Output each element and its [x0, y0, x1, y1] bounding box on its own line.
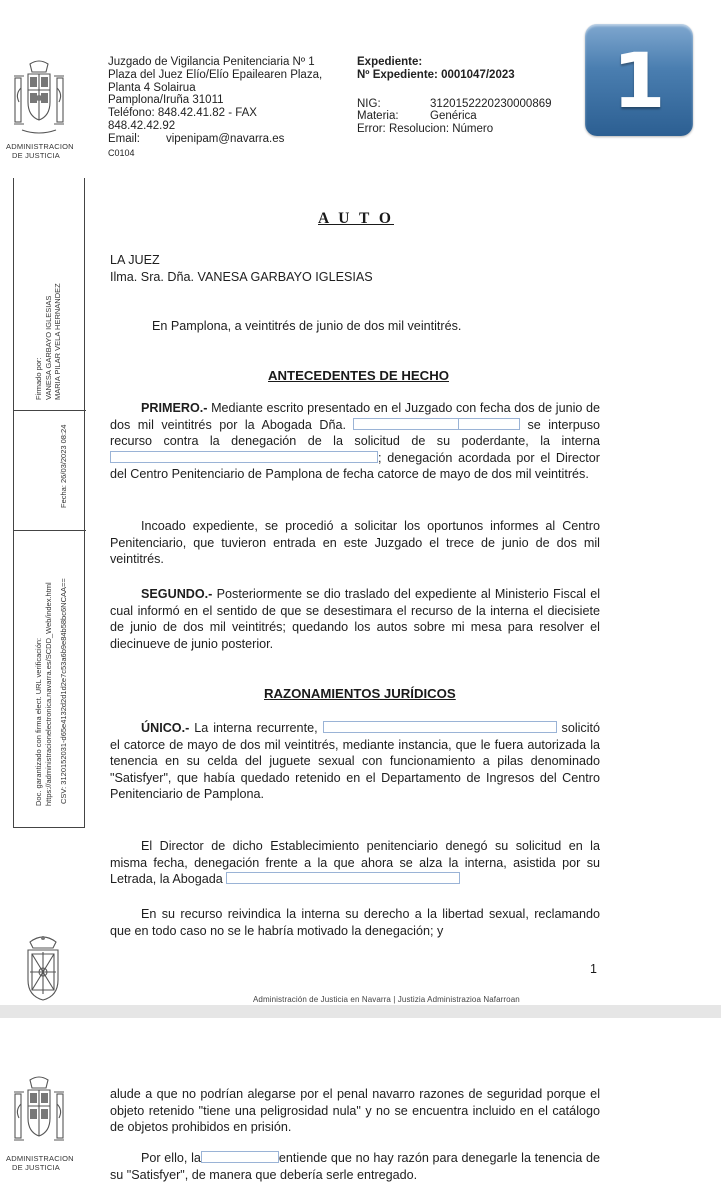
- admin-justicia-label: ADMINISTRACION DE JUSTICIA: [6, 1154, 74, 1172]
- nig-row: NIG: 3120152220230000869: [357, 97, 552, 110]
- court-city: Pamplona/Iruña 31011: [108, 94, 224, 107]
- court-address-block: [108, 56, 322, 159]
- spain-coat-of-arms-icon: [12, 1074, 66, 1156]
- primero-paragraph: PRIMERO.- Mediante escrito presentado en el Juzgado con fecha dos de junio de dos mil veintitrés por la Abogada Dña. se interpuso recurso contra la denegación de la solicitud de su poderdante, la interna ; denegación acordada por el Director del Centro Penitenciario de Pamplona de fecha catorce de mayo de dos mil veintitrés.: [110, 401, 601, 482]
- recurso-paragraph: En su recurso reivindica la interna su derecho a la libertad sexual, reclamando que en todo caso no se le habría motivado la denegación; y: [110, 907, 600, 938]
- razonamientos-heading: RAZONAMIENTOS JURÍDICOS: [264, 686, 456, 701]
- navarra-coat-of-arms-icon: [18, 932, 68, 1004]
- csv-code: CSV: 3120152031-d65e4132d2d1d2e7c53a6b9e84b58bc6NCAA==: [59, 578, 68, 804]
- error-row: Error: Resolucion: Número: [357, 123, 494, 136]
- expediente-block: [357, 56, 552, 136]
- segundo-paragraph: SEGUNDO.- Posteriormente se dio traslado del expediente al Ministerio Fiscal el cual informó en el sentido de que se desestimara el recurso de la interna el diecisiete de junio de dos mil veintitrés; quedando los autos sobre mi mesa para resolver el diecinueve de junio posterior.: [110, 587, 600, 651]
- court-email: vipenipam@navarra.es: [165, 132, 285, 145]
- materia-row: Materia: Genérica: [357, 110, 477, 123]
- document-title: A U T O: [318, 210, 394, 227]
- judge-name: Ilma. Sra. Dña. VANESA GARBAYO IGLESIAS: [110, 269, 373, 284]
- admin-justicia-label: ADMINISTRACION DE JUSTICIA: [6, 142, 74, 160]
- redacted-name: [226, 872, 460, 884]
- signature-sidebar: [13, 178, 85, 828]
- signature-date: Fecha: 26/03/2023 08:24: [59, 424, 68, 508]
- expediente-label: Expediente:: [357, 56, 423, 68]
- page-number: 1: [590, 962, 597, 976]
- page-number-badge: 1: [585, 24, 693, 136]
- court-email-row: Email: vipenipam@navarra.es: [108, 132, 285, 145]
- court-name: Juzgado de Vigilancia Penitenciaria Nº 1: [108, 56, 315, 68]
- director-paragraph: El Director de dicho Establecimiento penitenciario denegó su solicitud en la misma fecha, denegación frente a la que ahora se alza la interna, asistida por su Letrada, la Abogada: [110, 839, 600, 887]
- expediente-number: Nº Expediente: 0001047/2023: [357, 68, 515, 81]
- court-address-1: Plaza del Juez Elío/Elío Epailearen Plaza,: [108, 68, 323, 81]
- document-page-2: [0, 1018, 721, 1200]
- page2-paragraph-1: alude a que no podrían alegarse por el penal navarro razones de seguridad porque el objeto retenido "tiene una peligrosidad nula" y no se encuentra incluido en el catálogo de objetos prohibidos en prisión.: [110, 1087, 600, 1135]
- redacted-name: [323, 721, 557, 733]
- page2-paragraph-2: Por ello, la entiende que no hay razón para denegarle la tenencia de su "Satisfyer", de manera que debería serle entregado.: [110, 1151, 600, 1182]
- antecedentes-heading: ANTECEDENTES DE HECHO: [268, 368, 449, 383]
- court-phone: Teléfono: 848.42.41.82 - FAX: [108, 107, 257, 120]
- redacted-name: [201, 1151, 279, 1163]
- sidebar-divider: [14, 530, 86, 531]
- redacted-name: [458, 418, 520, 430]
- signed-by-text: Firmado por: VANESA GARBAYO IGLESIAS MARIA PILAR VELA HERNANDEZ: [34, 283, 62, 400]
- sidebar-divider: [14, 410, 86, 411]
- date-line: En Pamplona, a veintitrés de junio de dos mil veintitrés.: [152, 319, 462, 333]
- court-address-2: Planta 4 Solairua: [108, 81, 196, 94]
- unico-paragraph: ÚNICO.- La interna recurrente, solicitó el catorce de mayo de dos mil veintitrés, mediante instancia, que le fuera autorizada la tenencia en su celda del juguete sexual con funcionamiento a pilas denominado "Satisfyer", que había quedado retenido en el Departamento de Ingresos del Centro Penitenciario de Pamplona.: [110, 721, 601, 802]
- spain-coat-of-arms-icon: [12, 58, 66, 140]
- court-code: C0104: [108, 147, 135, 158]
- judge-block: [110, 252, 600, 285]
- judge-title: LA JUEZ: [110, 253, 160, 267]
- verification-text: Doc. garantizado con firma elect. URL verificación: https://administracionelectronica.navarra.es/SCDD_Web/index.html: [34, 582, 53, 806]
- court-fax: 848.42.42.92: [108, 119, 176, 132]
- redacted-name: [110, 451, 378, 463]
- incoado-paragraph: Incoado expediente, se procedió a solicitar los oportunos informes al Centro Penitenciario, que tuvieron entrada en este Juzgado el trece de junio de dos mil veintitrés.: [110, 519, 600, 567]
- page-footer: Administración de Justicia en Navarra | Justizia Administrazioa Nafarroan: [253, 995, 520, 1004]
